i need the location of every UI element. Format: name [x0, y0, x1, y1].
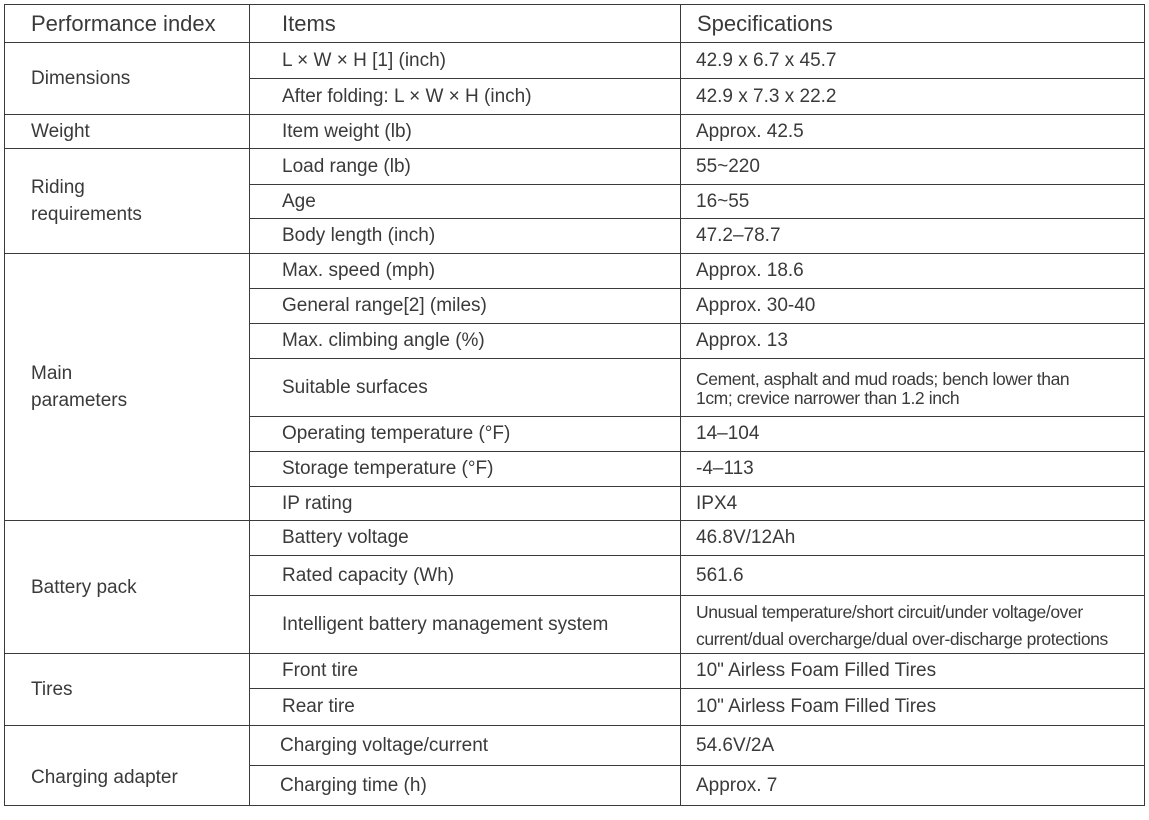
item-cell: General range[2] (miles): [250, 289, 681, 324]
item-cell: L × W × H [1] (inch): [250, 43, 681, 79]
item-cell: Rear tire: [250, 689, 681, 726]
item-cell: Rated capacity (Wh): [250, 556, 681, 596]
spec-cell: 561.6: [681, 556, 1145, 596]
item-cell: Charging voltage/current: [250, 726, 681, 766]
spec-cell: 42.9 x 7.3 x 22.2: [681, 79, 1145, 115]
spec-cell: Unusual temperature/short circuit/under voltage/over current/dual overcharge/dual over-discharge protections: [681, 596, 1145, 654]
item-cell: Front tire: [250, 654, 681, 689]
spec-cell: 10" Airless Foam Filled Tires: [681, 654, 1145, 689]
item-cell: Intelligent battery management system: [250, 596, 681, 654]
spec-cell: 54.6V/2A: [681, 726, 1145, 766]
item-cell: IP rating: [250, 487, 681, 521]
table-row: [5, 654, 1145, 689]
spec-cell: 16~55: [681, 185, 1145, 219]
item-cell: After folding: L × W × H (inch): [250, 79, 681, 115]
category-charging-adapter: Charging adapter: [5, 726, 250, 806]
specifications-table: [4, 4, 1145, 806]
table-row: [5, 43, 1145, 79]
item-cell: Operating temperature (°F): [250, 417, 681, 452]
item-cell: Storage temperature (°F): [250, 452, 681, 487]
spec-cell: Approx. 13: [681, 324, 1145, 359]
item-cell: Charging time (h): [250, 766, 681, 806]
spec-cell: 46.8V/12Ah: [681, 521, 1145, 556]
header-items: Items: [250, 5, 681, 43]
spec-cell: 55~220: [681, 149, 1145, 185]
category-dimensions: Dimensions: [5, 43, 250, 115]
category-tires: Tires: [5, 654, 250, 726]
item-cell: Load range (lb): [250, 149, 681, 185]
category-weight: Weight: [5, 115, 250, 149]
header-performance-index: Performance index: [5, 5, 250, 43]
table-row: [5, 726, 1145, 766]
table-row: [5, 149, 1145, 185]
table-row: [5, 254, 1145, 289]
spec-cell: 14–104: [681, 417, 1145, 452]
table-row: [5, 115, 1145, 149]
table-row: [5, 521, 1145, 556]
spec-cell: Approx. 18.6: [681, 254, 1145, 289]
spec-cell: Approx. 42.5: [681, 115, 1145, 149]
item-cell: Battery voltage: [250, 521, 681, 556]
category-battery-pack: Battery pack: [5, 521, 250, 654]
category-main-parameters: Main parameters: [5, 254, 250, 521]
item-cell: Item weight (lb): [250, 115, 681, 149]
category-riding-requirements: Riding requirements: [5, 149, 250, 254]
item-cell: Age: [250, 185, 681, 219]
item-cell: Body length (inch): [250, 219, 681, 254]
spec-cell: 42.9 x 6.7 x 45.7: [681, 43, 1145, 79]
item-cell: Suitable surfaces: [250, 359, 681, 417]
header-row: [5, 5, 1145, 43]
spec-cell: Cement, asphalt and mud roads; bench lower than 1cm; crevice narrower than 1.2 inch: [681, 359, 1145, 417]
spec-cell: IPX4: [681, 487, 1145, 521]
spec-cell: Approx. 7: [681, 766, 1145, 806]
item-cell: Max. speed (mph): [250, 254, 681, 289]
spec-cell: Approx. 30-40: [681, 289, 1145, 324]
header-specifications: Specifications: [681, 5, 1145, 43]
spec-cell: 10" Airless Foam Filled Tires: [681, 689, 1145, 726]
item-cell: Max. climbing angle (%): [250, 324, 681, 359]
spec-cell: 47.2–78.7: [681, 219, 1145, 254]
spec-cell: -4–113: [681, 452, 1145, 487]
